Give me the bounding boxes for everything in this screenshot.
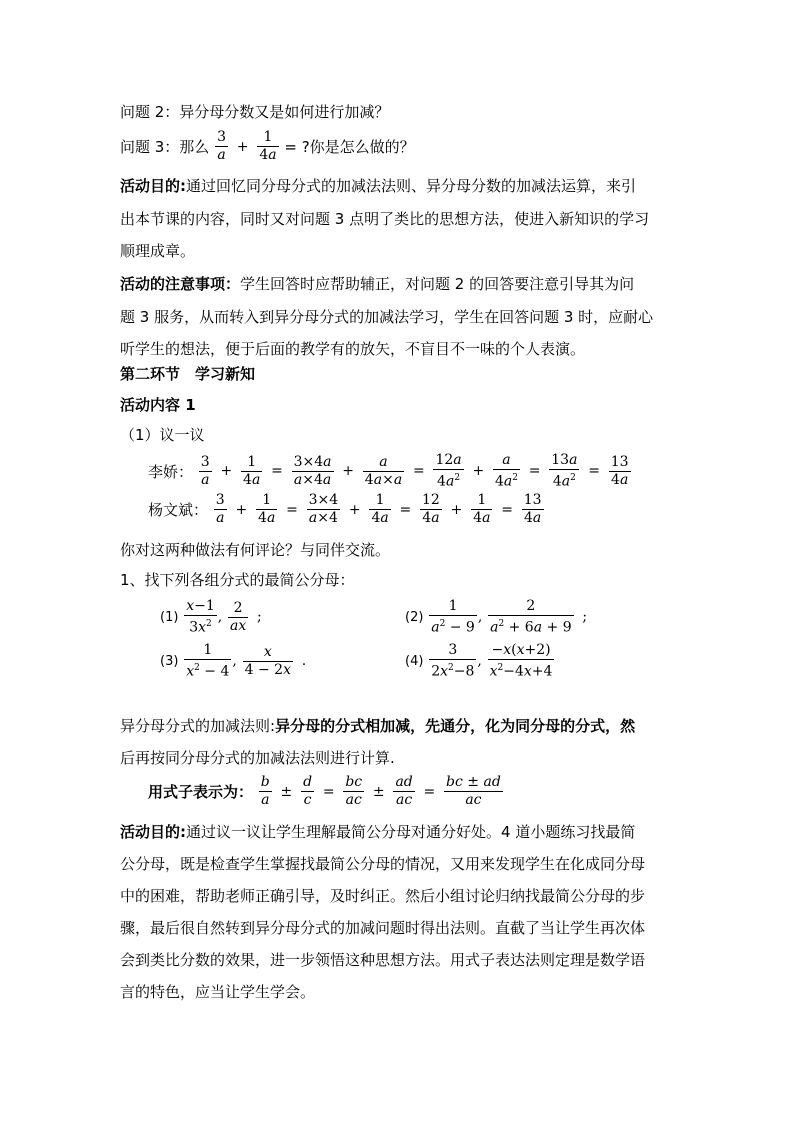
notes-line-2: 题 3 服务，从而转入到异分母分式的加减法学习，学生在回答问题 3 时，应耐心: [120, 308, 654, 326]
question-3: 问题 3：那么 $\frac{3}{a}$ + $\frac{1}{4a}$ = ?你是怎么做的？: [120, 129, 415, 163]
fraction: $\frac{1}{4a}$: [259, 129, 277, 163]
purpose-2-line-4: 骤，最后很自然转到异分母分式的加减问题时得出法则。直截了当让学生再次体: [120, 919, 646, 937]
activity-content-heading: 活动内容 1: [120, 396, 196, 414]
purpose-2-line-3: 中的困难，帮助老师正确引导，及时纠正。然后小组讨论归纳找最简公分母的步: [120, 887, 646, 905]
purpose-2-line-6: 言的特色，应当让学生学会。: [120, 983, 316, 1001]
task-1: 1、找下列各组分式的最简公分母：: [120, 571, 355, 589]
notes-line-1: 活动的注意事项：学生回答时应帮助辅正，对问题 2 的回答要注意引导其为问: [120, 275, 635, 293]
purpose-2-line-1: 活动目的:通过议一议让学生理解最简公分母对通分好处。4 道小题练习找最简: [120, 823, 636, 841]
purpose-label: 活动目的:: [120, 177, 186, 195]
rule-line-1: 异分母分式的加减法则:异分母的分式相加减，先通分，化为同分母的分式，然: [120, 717, 636, 735]
purpose-1-line-1: 活动目的:通过回忆同分母分式的加减法法则、异分母分数的加减法运算，来引: [120, 177, 637, 195]
rule-formula: 用式子表示为： $\frac{b}{a}$ ± $\frac{d}{c}$ = $\frac{bc}{ac}$ ± $\frac{ad}{ac}$ = $\frac{bc \pm ad}{ac}$: [148, 774, 501, 808]
yangwenbin-equation: 杨文斌： $\frac{3}{a}$ + $\frac{1}{4a}$ = $\frac{3\times 4}{a\times 4}$ + $\frac{1}{4a}$ = $\frac{12}{4a}$ + $\frac{1}{4a}$ = $\frac{13}{4a}$: [148, 492, 542, 526]
purpose-label: 活动目的:: [120, 823, 186, 841]
comment-line: 你对这两种做法有何评论？与同伴交流。: [120, 541, 391, 559]
purpose-2-line-2: 公分母，既是检查学生掌握找最简公分母的情况，又用来发现学生在化成同分母: [120, 855, 646, 873]
formula-label: 用式子表示为：: [148, 783, 254, 801]
question-2: 问题 2：异分母分数又是如何进行加减？: [120, 103, 390, 121]
exercise-4: (4) $\frac{3}{2x^2-8}$ , $\frac{-x(x+2)}{x^2-4x+4}$: [405, 642, 553, 680]
question-3-prefix: 问题 3：那么: [120, 137, 210, 156]
lijiao-equation: 李娇： $\frac{3}{a}$ + $\frac{1}{4a}$ = $\frac{3\times 4a}{a\times 4a}$ + $\frac{a}{4a\times a}$ = $\frac{12a}{4a^2}$ + $\frac{a}{4a^2}$ = $\frac{13a}{4a^2}$ = $\frac{13}{4a}$: [148, 452, 629, 490]
purpose-2-line-5: 会到类比分数的效果，进一步领悟这种思想方法。用式子表达法则定理是数学语: [120, 951, 646, 969]
notes-label: 活动的注意事项：: [120, 275, 241, 293]
notes-line-3: 听学生的想法，便于后面的教学有的放矢，不盲目不一味的个人表演。: [120, 340, 586, 358]
section-heading: 第二环节 学习新知: [120, 365, 256, 383]
discuss-heading: （1）议一议: [120, 426, 205, 444]
lijiao-label: 李娇：: [148, 462, 194, 481]
question-3-suffix: = ?你是怎么做的？: [284, 137, 415, 156]
exercise-1: (1) $\frac{x-1}{3x^2}$ , $\frac{2}{ax}$ ;: [160, 598, 262, 636]
purpose-1-line-2: 出本节课的内容，同时又对问题 3 点明了类比的思想方法，使进入新知识的学习: [120, 210, 650, 228]
exercise-2: (2) $\frac{1}{a^2 - 9}$ , $\frac{2}{a^2 + 6a + 9}$ ;: [405, 598, 588, 636]
exercise-3: (3) $\frac{1}{x^2 - 4}$ , $\frac{x}{4 - 2x}$ .: [160, 642, 307, 680]
rule-line-2: 后再按同分母分式的加减法法则进行计算.: [120, 749, 395, 767]
yangwenbin-label: 杨文斌：: [148, 501, 209, 519]
rule-label: 异分母分式的加减法则:: [120, 717, 276, 735]
fraction: $\frac{3}{a}$: [217, 129, 227, 163]
purpose-1-line-3: 顺理成章。: [120, 242, 196, 260]
